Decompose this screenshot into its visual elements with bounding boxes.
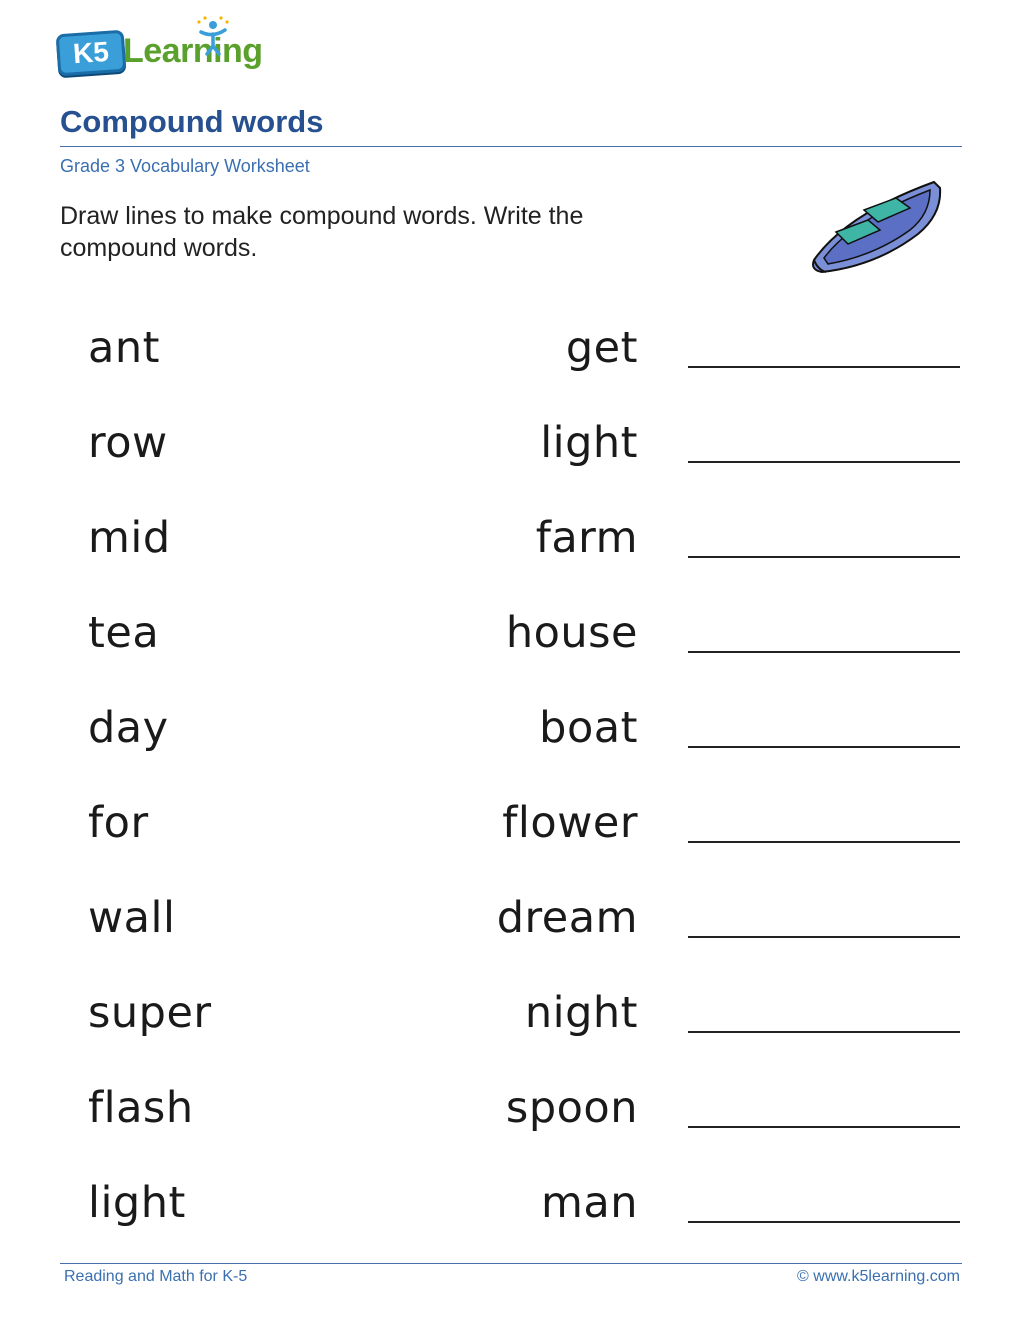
- left-word[interactable]: flash: [88, 1083, 194, 1133]
- answer-blank[interactable]: [688, 556, 960, 558]
- left-word[interactable]: wall: [88, 893, 176, 943]
- answer-blank[interactable]: [688, 1221, 960, 1223]
- answer-blank[interactable]: [688, 841, 960, 843]
- answer-blank[interactable]: [688, 746, 960, 748]
- logo-figure-icon: [193, 16, 233, 56]
- word-pair-row: [0, 793, 1024, 853]
- word-pair-row: [0, 603, 1024, 663]
- left-word[interactable]: tea: [88, 608, 160, 658]
- answer-blank[interactable]: [688, 461, 960, 463]
- word-pair-row: [0, 508, 1024, 568]
- rowboat-icon: [806, 174, 946, 278]
- footer-tagline: Reading and Math for K-5: [64, 1268, 248, 1285]
- header-divider: [60, 146, 962, 147]
- right-word[interactable]: get: [565, 323, 638, 373]
- answer-blank[interactable]: [688, 651, 960, 653]
- answer-blank[interactable]: [688, 366, 960, 368]
- right-word[interactable]: night: [524, 988, 638, 1038]
- logo-wordmark: Learning: [123, 32, 263, 70]
- left-word[interactable]: for: [88, 798, 149, 848]
- answer-blank[interactable]: [688, 1126, 960, 1128]
- word-pair-row: [0, 413, 1024, 473]
- left-word[interactable]: row: [88, 418, 168, 468]
- left-word[interactable]: mid: [88, 513, 171, 563]
- worksheet-title: Compound words: [60, 104, 324, 139]
- right-word[interactable]: man: [541, 1178, 638, 1228]
- left-word[interactable]: ant: [88, 323, 160, 373]
- footer-website: © www.k5learning.com: [797, 1268, 960, 1285]
- word-pair-row: [0, 318, 1024, 378]
- right-word[interactable]: flower: [502, 798, 638, 848]
- answer-blank[interactable]: [688, 1031, 960, 1033]
- right-word[interactable]: farm: [535, 513, 638, 563]
- worksheet-subtitle: Grade 3 Vocabulary Worksheet: [60, 156, 310, 176]
- right-word[interactable]: spoon: [505, 1083, 638, 1133]
- instructions-text: Draw lines to make compound words. Write the compound words.: [60, 202, 584, 262]
- word-pair-row: [0, 698, 1024, 758]
- left-word[interactable]: light: [88, 1178, 186, 1228]
- right-word[interactable]: house: [505, 608, 638, 658]
- right-word[interactable]: light: [540, 418, 638, 468]
- word-pair-row: [0, 983, 1024, 1043]
- right-word[interactable]: dream: [496, 893, 638, 943]
- k5-learning-logo: [55, 18, 275, 78]
- footer-divider: [60, 1263, 962, 1264]
- word-pair-row: [0, 1173, 1024, 1233]
- left-word[interactable]: day: [88, 703, 169, 753]
- logo-badge: K5: [56, 30, 127, 77]
- right-word[interactable]: boat: [539, 703, 638, 753]
- answer-blank[interactable]: [688, 936, 960, 938]
- word-pair-row: [0, 1078, 1024, 1138]
- word-pair-row: [0, 888, 1024, 948]
- left-word[interactable]: super: [88, 988, 212, 1038]
